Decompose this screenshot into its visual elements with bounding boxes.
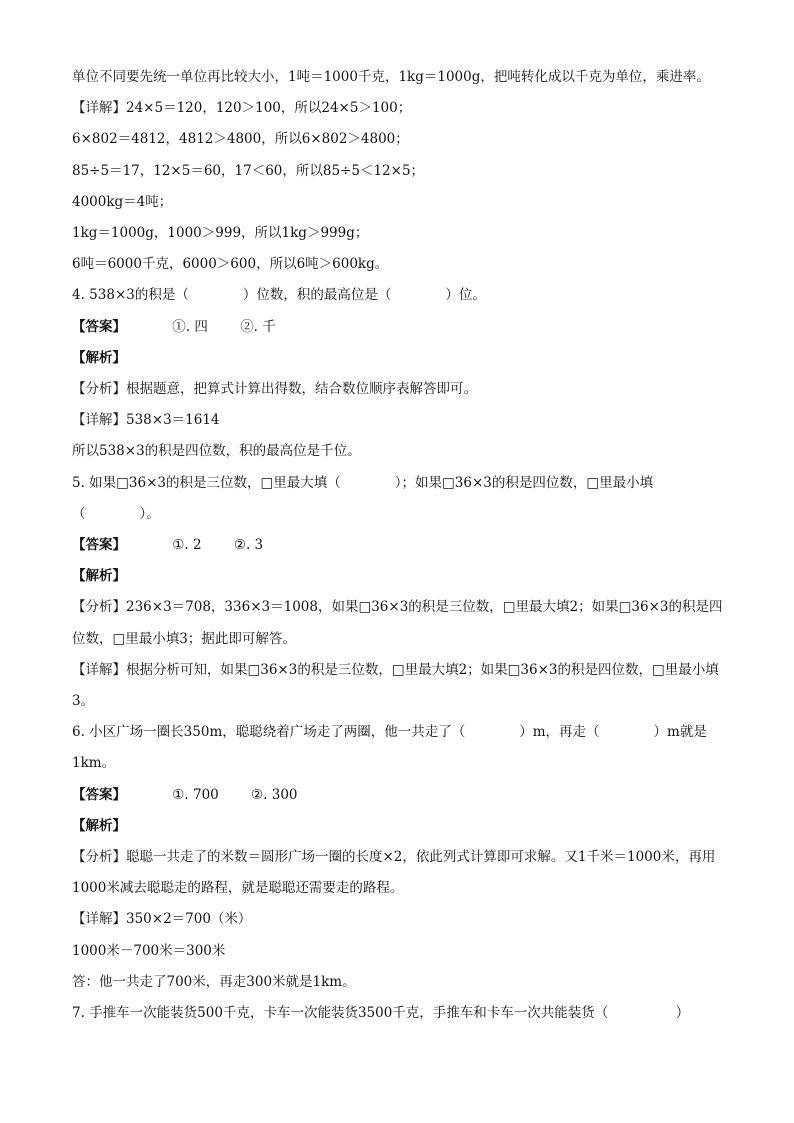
- text-line: 6吨＝6000千克，6000＞600，所以6吨＞600kg。: [72, 256, 389, 273]
- answer-row-6: [72, 780, 732, 811]
- analysis-label: 【解析】: [72, 817, 126, 834]
- analysis-label: 【解析】: [72, 568, 126, 585]
- text-line: 【详解】24×5＝120，120＞100，所以24×5＞100；: [72, 100, 412, 117]
- answer-item: ①. 2: [172, 537, 202, 554]
- answer-item: ①. 700: [172, 786, 219, 803]
- answer-item: ②. 3: [233, 537, 264, 554]
- answer-item: ①. 四: [172, 318, 208, 335]
- answer-row-4: [72, 312, 732, 343]
- calc-text: 1000米－700米＝300米: [72, 942, 226, 959]
- question-4: 4. 538×3的积是（ ）位数，积的最高位是（ ）位。: [72, 287, 486, 304]
- answer-label: 【答案】: [72, 786, 126, 803]
- question-7: 7. 手推车一次能装货500千克，卡车一次能装货3500千克，手推车和卡车一次共能装货（ ）: [72, 1005, 690, 1022]
- question-5: 5. 如果□36×3的积是三位数，□里最大填（ ）；如果□36×3的积是四位数，□里最小填（ ）。: [72, 474, 654, 522]
- text-line: 4000kg＝4吨；: [72, 193, 173, 210]
- answer-label: 【答案】: [72, 537, 126, 554]
- analysis-text: 【分析】根据题意，把算式计算出得数，结合数位顺序表解答即可。: [72, 381, 477, 398]
- reply-text: 答：他一共走了700米，再走300米就是1km。: [72, 973, 356, 990]
- detail-text: 【详解】根据分析可知，如果□36×3的积是三位数，□里最大填2；如果□36×3的积是四位数，□里最小填3。: [72, 661, 719, 710]
- text-line: 6×802＝4812，4812＞4800，所以6×802＞4800；: [72, 131, 409, 148]
- text-line: 1kg＝1000g，1000＞999，所以1kg＞999g；: [72, 225, 369, 242]
- conclusion-text: 所以538×3的积是四位数，积的最高位是千位。: [72, 443, 361, 460]
- detail-text: 【详解】350×2＝700（米）: [72, 911, 252, 928]
- question-6: 6. 小区广场一圈长350m，聪聪绕着广场走了两圈，他一共走了（ ）m，再走（ ）m就是1km。: [72, 724, 707, 772]
- answer-row-5: [72, 530, 732, 561]
- text-line: 单位不同要先统一单位再比较大小，1吨＝1000千克，1kg＝1000g，把吨转化成以千克为单位，乘进率。: [72, 69, 710, 85]
- detail-text: 【详解】538×3＝1614: [72, 412, 220, 429]
- document-page: [72, 62, 732, 1029]
- answer-item: ②. 300: [251, 786, 298, 803]
- analysis-text: 【分析】聪聪一共走了的米数＝圆形广场一圈的长度×2，依此列式计算即可求解。又1千米＝1000米，再用1000米减去聪聪走的路程，就是聪聪还需要走的路程。: [72, 849, 716, 897]
- analysis-label: 【解析】: [72, 349, 126, 366]
- answer-label: 【答案】: [72, 318, 126, 335]
- analysis-text: 【分析】236×3＝708，336×3＝1008，如果□36×3的积是三位数，□里最大填2；如果□36×3的积是四位数，□里最小填3；据此即可解答。: [72, 599, 723, 647]
- text-line: 85÷5＝17，12×5＝60，17＜60，所以85÷5＜12×5；: [72, 162, 425, 179]
- answer-item: ②. 千: [240, 318, 276, 335]
